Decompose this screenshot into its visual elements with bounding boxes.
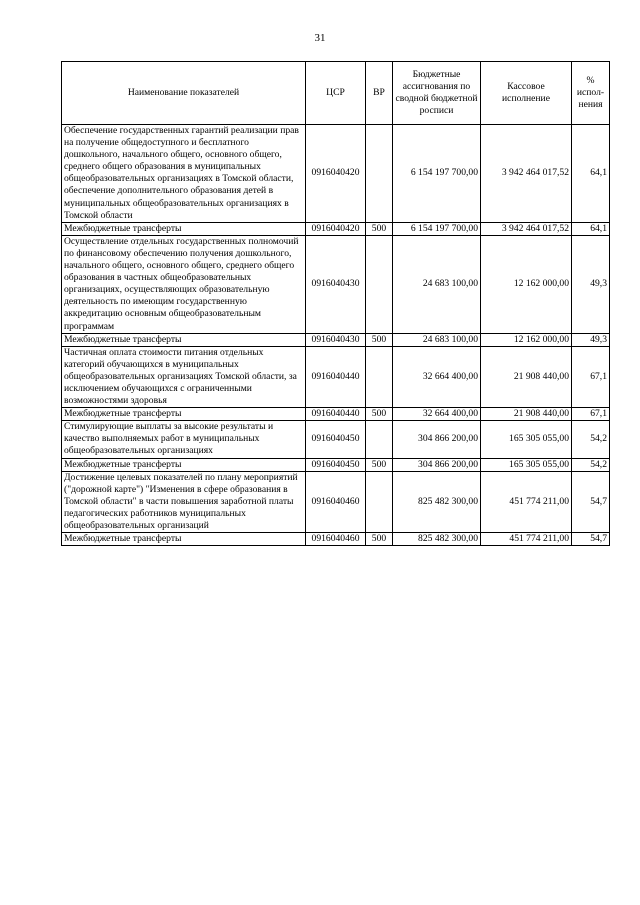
- row-csr: 0916040450: [306, 421, 366, 458]
- table-row: [62, 235, 610, 333]
- row-budget: 825 482 300,00: [393, 533, 481, 546]
- row-percent: 54,7: [572, 533, 610, 546]
- row-csr: 0916040440: [306, 346, 366, 407]
- row-name: Межбюджетные трансферты: [62, 533, 306, 546]
- row-cash: 451 774 211,00: [481, 471, 572, 532]
- row-cash: 3 942 464 017,52: [481, 222, 572, 235]
- row-vr: [366, 125, 393, 223]
- table-row: [62, 333, 610, 346]
- row-cash: 21 908 440,00: [481, 346, 572, 407]
- page-number: 31: [314, 32, 326, 44]
- row-name: Межбюджетные трансферты: [62, 222, 306, 235]
- row-budget: 24 683 100,00: [393, 235, 481, 333]
- row-cash: 12 162 000,00: [481, 235, 572, 333]
- row-csr: 0916040450: [306, 458, 366, 471]
- table-row: [62, 408, 610, 421]
- row-percent: 54,2: [572, 458, 610, 471]
- row-budget: 32 664 400,00: [393, 346, 481, 407]
- row-vr: [366, 421, 393, 458]
- table-row: [62, 125, 610, 223]
- header-cash: Кассовое исполнение: [481, 62, 572, 125]
- row-cash: 12 162 000,00: [481, 333, 572, 346]
- row-name: Стимулирующие выплаты за высокие результаты и качество выполняемых работ в муниципальных общеобразовательных организациях: [62, 421, 306, 458]
- row-name: Межбюджетные трансферты: [62, 408, 306, 421]
- table-row: [62, 458, 610, 471]
- row-cash: 21 908 440,00: [481, 408, 572, 421]
- row-percent: 49,3: [572, 235, 610, 333]
- header-vr: ВР: [366, 62, 393, 125]
- row-csr: 0916040430: [306, 235, 366, 333]
- row-name: Межбюджетные трансферты: [62, 458, 306, 471]
- row-budget: 24 683 100,00: [393, 333, 481, 346]
- table-row: [62, 471, 610, 532]
- row-cash: 3 942 464 017,52: [481, 125, 572, 223]
- row-name: Межбюджетные трансферты: [62, 333, 306, 346]
- row-cash: 165 305 055,00: [481, 421, 572, 458]
- row-cash: 165 305 055,00: [481, 458, 572, 471]
- row-budget: 32 664 400,00: [393, 408, 481, 421]
- row-name: Обеспечение государственных гарантий реализации прав на получение общедоступного и бесплатного дошкольного, начального общего, основного общего, среднего общего образования в муниципальных общеобразовательных организациях в Томской области, обеспечение дополнительного образования детей в муниципальных общеобразовательных организациях в Томской области: [62, 125, 306, 223]
- header-name: Наименование показателей: [62, 62, 306, 125]
- row-csr: 0916040460: [306, 533, 366, 546]
- row-csr: 0916040430: [306, 333, 366, 346]
- row-vr: 500: [366, 408, 393, 421]
- row-vr: [366, 346, 393, 407]
- row-percent: 64,1: [572, 222, 610, 235]
- table-row: [62, 421, 610, 458]
- row-name: Осуществление отдельных государственных полномочий по финансовому обеспечению получения дошкольного, начального общего, основного общего, среднего общего образования в частных общеобразовательных организациях, осуществляющих образовательную деятельность по имеющим государственную аккредитацию основным общеобразовательным программам: [62, 235, 306, 333]
- header-budget: Бюджетные ассигнования по сводной бюджетной росписи: [393, 62, 481, 125]
- header-percent: % испол-нения: [572, 62, 610, 125]
- table-header-row: [62, 62, 610, 125]
- row-budget: 304 866 200,00: [393, 421, 481, 458]
- row-csr: 0916040460: [306, 471, 366, 532]
- row-vr: [366, 235, 393, 333]
- row-cash: 451 774 211,00: [481, 533, 572, 546]
- row-percent: 67,1: [572, 346, 610, 407]
- row-percent: 54,2: [572, 421, 610, 458]
- table-row: [62, 222, 610, 235]
- row-csr: 0916040420: [306, 222, 366, 235]
- row-percent: 64,1: [572, 125, 610, 223]
- header-csr: ЦСР: [306, 62, 366, 125]
- budget-execution-table: [61, 61, 610, 546]
- row-percent: 67,1: [572, 408, 610, 421]
- table-row: [62, 533, 610, 546]
- row-budget: 6 154 197 700,00: [393, 125, 481, 223]
- row-percent: 49,3: [572, 333, 610, 346]
- row-budget: 825 482 300,00: [393, 471, 481, 532]
- row-name: Частичная оплата стоимости питания отдельных категорий обучающихся в муниципальных общеобразовательных организациях Томской области, за исключением обучающихся с ограниченными возможностями здоровья: [62, 346, 306, 407]
- row-vr: 500: [366, 458, 393, 471]
- row-vr: 500: [366, 333, 393, 346]
- row-vr: 500: [366, 533, 393, 546]
- row-budget: 304 866 200,00: [393, 458, 481, 471]
- row-vr: [366, 471, 393, 532]
- row-budget: 6 154 197 700,00: [393, 222, 481, 235]
- row-csr: 0916040420: [306, 125, 366, 223]
- row-percent: 54,7: [572, 471, 610, 532]
- row-name: Достижение целевых показателей по плану мероприятий ("дорожной карте") "Изменения в сфере образования в Томской области" в части повышения заработной платы педагогических работников муниципальных общеобразовательных организаций: [62, 471, 306, 532]
- row-vr: 500: [366, 222, 393, 235]
- table-row: [62, 346, 610, 407]
- row-csr: 0916040440: [306, 408, 366, 421]
